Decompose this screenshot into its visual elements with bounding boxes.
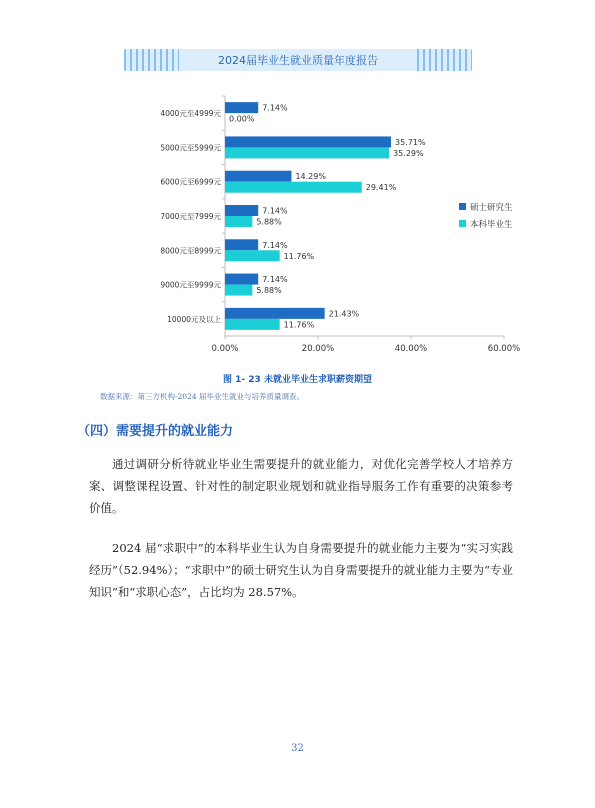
chart-category-label: 7000元至7999元: [160, 212, 221, 221]
section-heading: （四）需要提升的就业能力: [77, 424, 234, 439]
chart-bar: [225, 205, 258, 216]
chart-bar: [225, 250, 280, 261]
chart-category-label: 9000元至9999元: [160, 280, 221, 290]
chart-data-label: 21.43%: [328, 309, 360, 319]
chart-data-label: 11.76%: [283, 251, 315, 261]
chart-data-label: 7.14%: [262, 275, 288, 285]
salary-expectation-chart: [0, 90, 595, 360]
chart-data-label: 7.14%: [262, 240, 288, 250]
figure-caption: 图 1- 23 未就业毕业生求职薪资期望: [223, 375, 372, 385]
chart-bar: [225, 102, 258, 113]
chart-legend-label: 硕士研究生: [470, 203, 513, 213]
chart-data-label: 35.29%: [393, 148, 424, 158]
chart-data-label: 29.41%: [365, 183, 397, 193]
header-decoration-right: [417, 49, 472, 71]
chart-bar: [225, 171, 291, 182]
chart-bar: [225, 216, 252, 227]
report-header-banner: [124, 49, 472, 71]
chart-data-label: 35.71%: [395, 137, 426, 147]
figure-source-note: 数据来源：第三方机构-2024 届毕业生就业与培养质量调查。: [100, 392, 305, 401]
chart-data-label: 7.14%: [262, 206, 288, 216]
chart-bar: [225, 285, 252, 296]
chart-data-label: 14.29%: [295, 172, 326, 182]
chart-x-tick-label: 20.00%: [301, 344, 335, 354]
chart-category-label: 8000元至8999元: [160, 246, 221, 256]
chart-category-label: 10000元及以上: [167, 314, 221, 324]
chart-legend-label: 本科毕业生: [470, 220, 513, 230]
chart-data-label: 7.14%: [262, 103, 288, 113]
report-header-title: 2024届毕业生就业质量年度报告: [218, 54, 378, 67]
chart-data-label: 0.00%: [229, 114, 255, 124]
body-paragraph: 通过调研分析待就业毕业生需要提升的就业能力，对优化完善学校人才培养方案、调整课程设置、针对性的制定职业规划和就业指导服务工作有重要的决策参考价值。: [89, 457, 513, 515]
chart-data-label: 5.88%: [256, 217, 282, 227]
chart-bar: [225, 319, 280, 330]
chart-data-label: 11.76%: [283, 320, 315, 330]
chart-legend-swatch: [459, 203, 466, 210]
chart-category-label: 5000元至5999元: [160, 143, 221, 153]
chart-legend-swatch: [459, 220, 466, 227]
chart-category-label: 6000元至6999元: [160, 177, 221, 187]
body-paragraph: 2024 届“求职中”的本科毕业生认为自身需要提升的就业能力主要为“实习实践经历”（52.94%）；“求职中”的硕士研究生认为自身需要提升的就业能力主要为“专业知识”和“求职心态”，占比均为 28.57%。: [89, 541, 513, 599]
chart-bar: [225, 239, 258, 250]
chart-bar: [225, 136, 391, 147]
page-number: 32: [291, 743, 304, 754]
chart-category-label: 4000元至4999元: [160, 109, 221, 119]
chart-bar: [225, 147, 389, 158]
chart-x-tick-label: 40.00%: [394, 344, 428, 354]
chart-data-label: 5.88%: [256, 286, 282, 296]
chart-x-tick-label: 60.00%: [487, 344, 521, 354]
chart-bar: [225, 274, 258, 285]
chart-x-tick-label: 0.00%: [211, 344, 239, 354]
chart-bar: [225, 308, 325, 319]
chart-bar: [225, 182, 362, 193]
